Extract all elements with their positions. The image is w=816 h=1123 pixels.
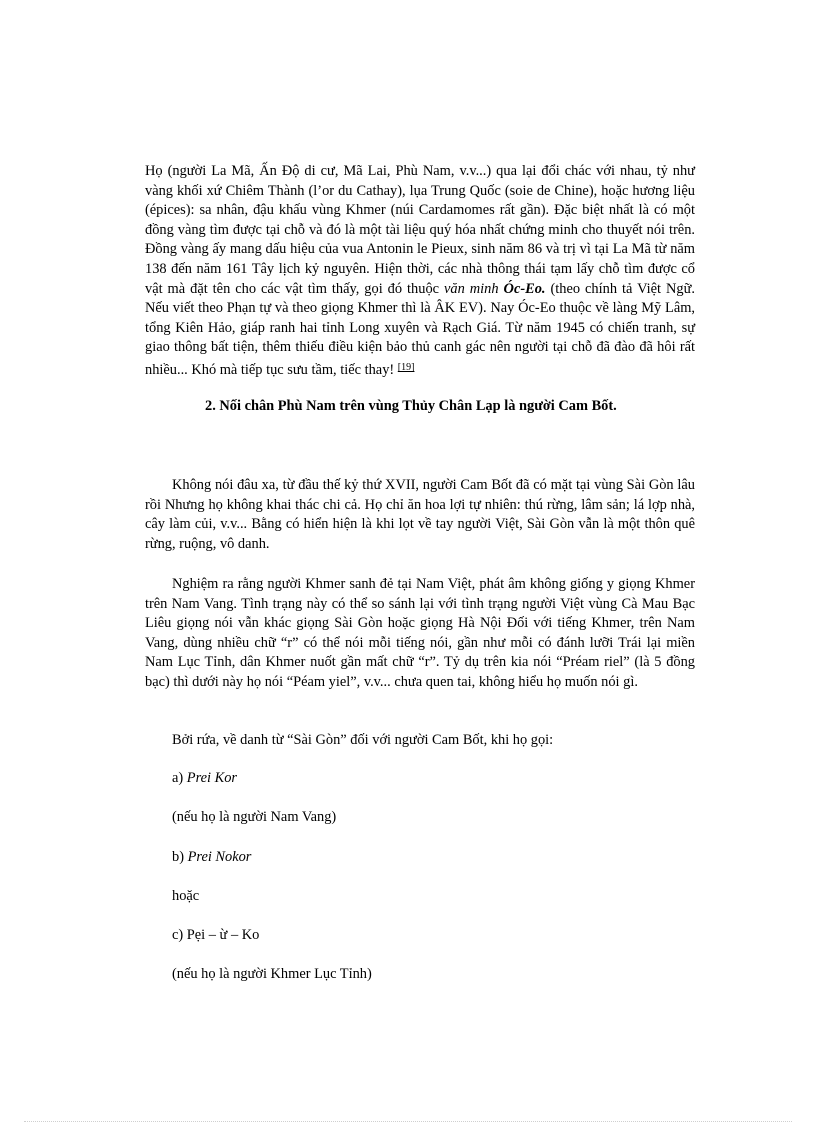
list-item-a-note: (nếu họ là người Nam Vang) — [172, 809, 337, 825]
list-item-a-prefix: a) — [172, 770, 187, 786]
paragraph-oc-eo-text-2: (theo chính tả Việt Ngữ. Nếu viết theo Phạn tự và theo giọng Khmer thì là ÂK EV). Nay Óc-Eo thuộc về làng Mỹ Lâm, tổng Kiên Hảo, giáp ranh hai tỉnh Long xuyên và Rạch Giá. Từ năm 1945 có chiến tranh, sự giao thông bất tiện, thêm thiếu điều kiện bảo thủ canh gác nên người tại chỗ đã đào đã hôi rất nhiều... Khó mà tiếp tục sưu tầm, tiếc thay! — [145, 280, 695, 378]
list-item-b — [172, 849, 251, 866]
italic-van-minh: văn minh — [444, 280, 504, 297]
list-item-c: c) Pẹi – ừ – Ko — [172, 927, 260, 943]
italic-oc-eo: Óc-Eo. — [503, 280, 546, 297]
paragraph-khmer-accent: Nghiệm ra rằng người Khmer sanh đẻ tại Nam Việt, phát âm không giống y giọng Khmer trên Nam Vang. Tình trạng này có thể so sánh lại với tình trạng người Việt vùng Cà Mau Bạc Liêu giọng nói vẫn khác giọng Sài Gòn hoặc giọng Hà Nội Đối với tiếng Khmer, trên Nam Vang, dùng nhiều chữ “r” có thể nói mỗi tiếng nói, gần như mỗi có đánh lưỡi Trái lại miền Nam Lục Tỉnh, dân Khmer nuốt gần mất chữ “r”. Tỷ dụ trên kia nói “Préam riel” (là 5 đồng bạc) thì dưới này họ nói “Péam yiel”, v.v... chưa quen tai, không hiểu họ muốn nói gì. — [145, 576, 695, 690]
list-item-b-prefix: b) — [172, 849, 188, 865]
paragraph-sai-gon-name: Bởi rứa, về danh từ “Sài Gòn” đối với người Cam Bốt, khi họ gọi: — [172, 732, 554, 748]
section-heading: 2. Nối chân Phù Nam trên vùng Thủy Chân Lạp là người Cam Bốt. — [205, 398, 617, 414]
paragraph-oc-eo — [145, 162, 695, 381]
paragraph-cam-bot: Không nói đâu xa, từ đầu thế kỷ thứ XVII, người Cam Bốt đã có mặt tại vùng Sài Gòn lâu rồi Nhưng họ không khai thác chi cả. Họ chỉ ăn hoa lợi tự nhiên: thú rừng, lâm sản; lá lợp nhà, cây làm củi, v.v... Bằng có hiển hiện là khi lọt về tay người Việt, Sài Gòn vẫn là một thôn quê rừng, ruộng, vô danh. — [145, 477, 695, 552]
page-bottom-divider — [24, 1121, 792, 1122]
footnote-link[interactable]: [19] — [397, 361, 415, 373]
list-item-a-term: Prei Kor — [186, 770, 238, 786]
list-item-b-term: Prei Nokor — [187, 849, 252, 865]
paragraph-oc-eo-text-1: Họ (người La Mã, Ấn Độ di cư, Mã Lai, Phù Nam, v.v...) qua lại đổi chác với nhau, tỷ như vàng khối xứ Chiêm Thành (l’or du Cathay), lụa Trung Quốc (soie de Chine), hoặc hương liệu (épices): sa nhân, đậu khấu vùng Khmer (núi Cardamomes rất gần). Đặc biệt nhất là có một đồng vàng tìm được tại chỗ và đó là một tài liệu quý hóa nhất chứng minh cho thuyết nói trên. Đồng vàng ấy mang dấu hiệu của vua Antonin le Pieux, sinh năm 86 và trị vì tại La Mã từ năm 138 đến năm 161 Tây lịch kỷ nguyên. Hiện thời, các nhà thông thái tạm lấy chỗ tìm được cổ vật mà đặt tên cho các vật tìm thấy, gọi đó thuộc — [145, 163, 695, 297]
list-item-a — [172, 770, 237, 787]
list-or-word: hoặc — [172, 888, 200, 904]
list-item-c-note: (nếu họ là người Khmer Lục Tỉnh) — [172, 966, 372, 982]
